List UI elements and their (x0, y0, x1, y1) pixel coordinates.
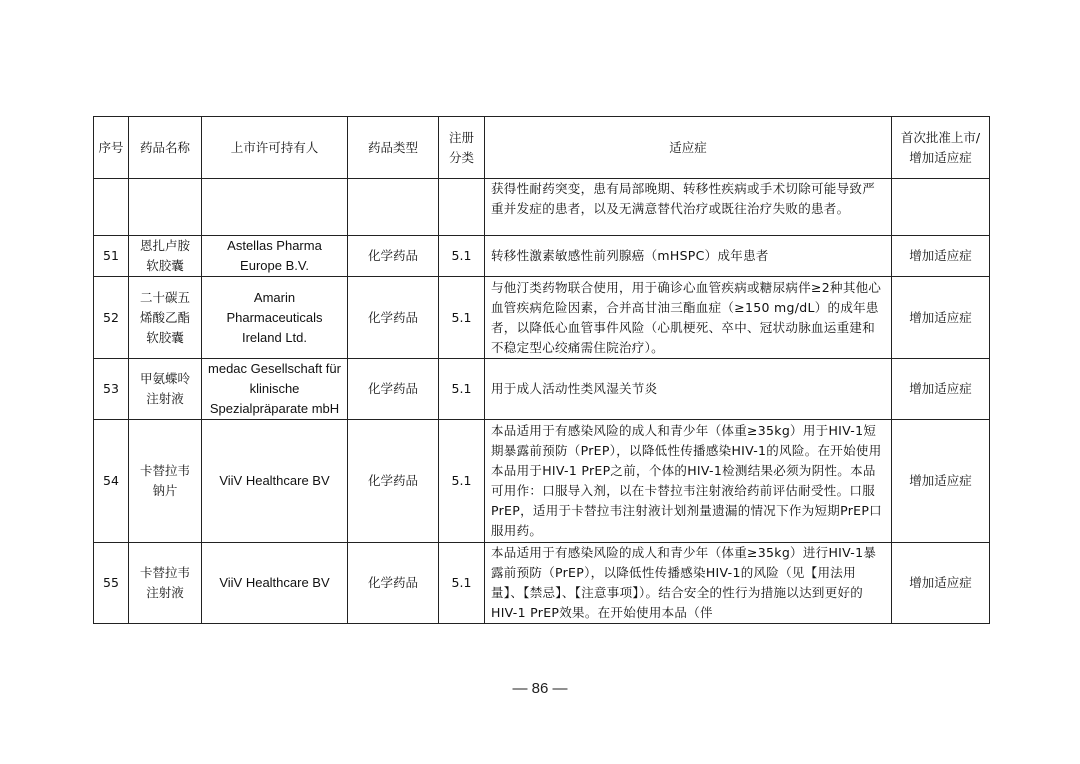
cell-reg: 5.1 (439, 359, 485, 420)
table-row-continuation (94, 179, 990, 236)
table-row (94, 277, 990, 359)
cell-name: 恩扎卢胺软胶囊 (129, 236, 202, 277)
cell-name: 甲氨蝶呤注射液 (129, 359, 202, 420)
cell-indication: 用于成人活动性类风湿关节炎 (485, 359, 892, 420)
cell-indication: 本品适用于有感染风险的成人和青少年（体重≥35kg）用于HIV-1短期暴露前预防（PrEP），以降低性传播感染HIV-1的风险。在开始使用本品用于HIV-1 PrEP之前，个体的HIV-1检测结果必须为阴性。本品可用作：口服导入剂，以在卡替拉韦注射液给药前评估耐受性。口服PrEP，适用于卡替拉韦注射液计划剂量遗漏的情况下作为短期PrEP口服用药。 (485, 420, 892, 543)
cell-type: 化学药品 (348, 359, 439, 420)
header-holder: 上市许可持有人 (202, 117, 348, 179)
header-approval: 首次批准上市/增加适应症 (892, 117, 990, 179)
cell-approval: 增加适应症 (892, 543, 990, 624)
header-indication: 适应症 (485, 117, 892, 179)
cell-reg: 5.1 (439, 236, 485, 277)
header-name: 药品名称 (129, 117, 202, 179)
cell-holder: Amarin Pharmaceuticals Ireland Ltd. (202, 277, 348, 359)
cell-type: 化学药品 (348, 236, 439, 277)
cell-name: 卡替拉韦注射液 (129, 543, 202, 624)
cell-empty (892, 179, 990, 236)
cell-indication: 与他汀类药物联合使用，用于确诊心血管疾病或糖尿病伴≥2种其他心血管疾病危险因素，合并高甘油三酯血症（≥150 mg/dL）的成年患者，以降低心血管事件风险（心肌梗死、卒中、冠状动脉血运重建和不稳定型心绞痛需住院治疗）。 (485, 277, 892, 359)
cell-empty (129, 179, 202, 236)
cell-indication: 获得性耐药突变，患有局部晚期、转移性疾病或手术切除可能导致严重并发症的患者，以及无满意替代治疗或既往治疗失败的患者。 (485, 179, 892, 236)
cell-empty (439, 179, 485, 236)
cell-type: 化学药品 (348, 420, 439, 543)
cell-seq: 51 (94, 236, 129, 277)
cell-reg: 5.1 (439, 420, 485, 543)
cell-approval: 增加适应症 (892, 420, 990, 543)
table-row (94, 236, 990, 277)
cell-name: 二十碳五烯酸乙酯软胶囊 (129, 277, 202, 359)
cell-type: 化学药品 (348, 543, 439, 624)
cell-empty (348, 179, 439, 236)
cell-holder: Astellas Pharma Europe B.V. (202, 236, 348, 277)
cell-reg: 5.1 (439, 543, 485, 624)
drug-approval-table (93, 116, 990, 624)
table-row (94, 543, 990, 624)
cell-approval: 增加适应症 (892, 359, 990, 420)
cell-seq: 53 (94, 359, 129, 420)
cell-empty (94, 179, 129, 236)
header-seq: 序号 (94, 117, 129, 179)
cell-holder: ViiV Healthcare BV (202, 420, 348, 543)
cell-name: 卡替拉韦钠片 (129, 420, 202, 543)
cell-seq: 54 (94, 420, 129, 543)
cell-indication: 转移性激素敏感性前列腺癌（mHSPC）成年患者 (485, 236, 892, 277)
header-reg: 注册分类 (439, 117, 485, 179)
table-row (94, 420, 990, 543)
cell-indication: 本品适用于有感染风险的成人和青少年（体重≥35kg）进行HIV-1暴露前预防（PrEP），以降低性传播感染HIV-1的风险（见【用法用量】、【禁忌】、【注意事项】）。结合安全的性行为措施以达到更好的HIV-1 PrEP效果。在开始使用本品（伴 (485, 543, 892, 624)
cell-seq: 52 (94, 277, 129, 359)
cell-holder: ViiV Healthcare BV (202, 543, 348, 624)
page-number: — 86 — (512, 680, 568, 697)
cell-reg: 5.1 (439, 277, 485, 359)
cell-type: 化学药品 (348, 277, 439, 359)
cell-seq: 55 (94, 543, 129, 624)
table-row (94, 359, 990, 420)
header-row (94, 117, 990, 179)
cell-empty (202, 179, 348, 236)
header-type: 药品类型 (348, 117, 439, 179)
cell-holder: medac Gesellschaft für klinische Spezialpräparate mbH (202, 359, 348, 420)
cell-approval: 增加适应症 (892, 236, 990, 277)
cell-approval: 增加适应症 (892, 277, 990, 359)
